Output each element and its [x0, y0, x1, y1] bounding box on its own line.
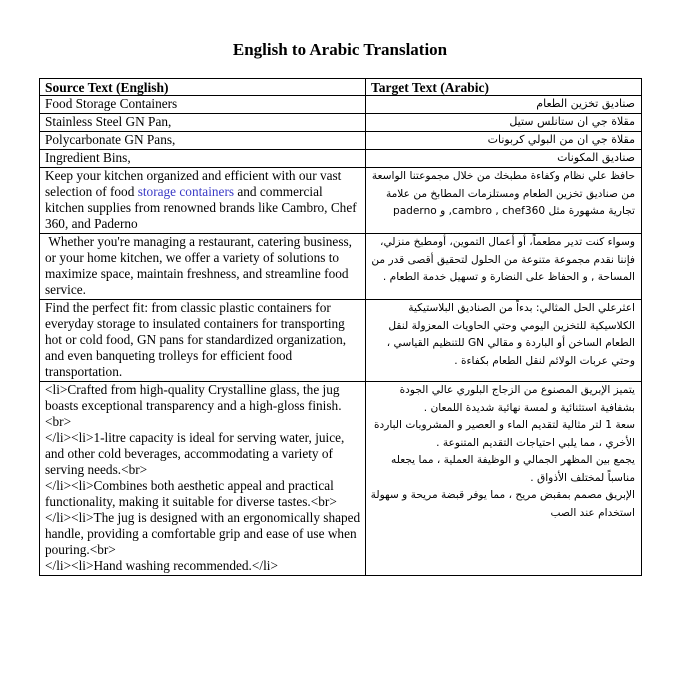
- table-row: [40, 168, 642, 234]
- source-cell: Stainless Steel GN Pan,: [40, 114, 366, 132]
- source-column-header: Source Text (English): [40, 79, 366, 96]
- source-line: </li><li>Hand washing recommended.</li>: [45, 558, 278, 573]
- target-line: يجمع بين المظهر الجمالي و الوظيفة العملية ، مما يجعله مناسباً لمختلف الأذواق .: [391, 454, 635, 484]
- storage-containers-link[interactable]: storage containers: [137, 184, 235, 199]
- table-row: [40, 114, 642, 132]
- source-line: <li>Crafted from high-quality Crystalline glass, the jug boasts exceptional transparency and a high-gloss finish.<br>: [45, 382, 342, 429]
- target-cell: مقلاة جي ان من البولي كربونات: [366, 132, 642, 150]
- source-text: and commercial kitchen supplies from renowned brands like Cambro, Chef 360, and Paderno: [45, 184, 357, 231]
- source-text: Keep your kitchen organized and efficient with our vast selection of food: [45, 168, 342, 199]
- table-header-row: [40, 79, 642, 96]
- table-row: [40, 300, 642, 382]
- source-cell: [40, 234, 366, 300]
- source-line: </li><li>Combines both aesthetic appeal and practical functionality, making it suitable for diverse tastes.<br>: [45, 478, 337, 509]
- target-column-header: Target Text (Arabic): [366, 79, 642, 96]
- document-title: English to Arabic Translation: [232, 40, 448, 59]
- target-line: الإبريق مصمم بمقبض مريح ، مما يوفر قبضة مريحة و سهولة استخدام عند الصب: [370, 489, 635, 519]
- target-line: سعة 1 لتر مثالية لتقديم الماء و العصير و المشروبات الباردة الأخري ، مما يلبي احتياجات التقديم المتنوعة .: [373, 419, 635, 449]
- table-row: [40, 132, 642, 150]
- source-line: </li><li>The jug is designed with an ergonomically shaped handle, providing a comfortable grip and ease of use when pouring.<br>: [45, 510, 361, 557]
- target-line: يتميز الإبريق المصنوع من الزجاج البلوري عالي الجودة بشفافية استثنائية و لمسة نهائية شديدة اللمعان .: [399, 384, 635, 414]
- source-cell: Food Storage Containers: [40, 96, 366, 114]
- target-cell: صناديق تخزين الطعام: [366, 96, 642, 114]
- target-cell: حافظ علي نظام وكفاءة مطبخك من خلال مجموعتنا الواسعة من صناديق تخزين الطعام ومستلزمات المطابخ من علامة تجارية مشهورة مثل cambro , chef360, و paderno: [366, 168, 642, 234]
- table-row: [40, 96, 642, 114]
- table-row: [40, 382, 642, 576]
- source-text: Whether you're managing a restaurant, catering business, or your home kitchen, we offer a variety of solutions to maximize space, maintain freshness, and streamline food service.: [45, 234, 353, 297]
- target-cell: صناديق المكونات: [366, 150, 642, 168]
- table-row: [40, 234, 642, 300]
- source-cell: [40, 382, 366, 576]
- table-row: [40, 150, 642, 168]
- source-line: </li><li>1-litre capacity is ideal for serving water, juice, and other cold beverages, accommodating a variety of serving needs.<br>: [45, 430, 345, 477]
- target-cell: اعثرعلي الحل المثالي: بدءاً من الصناديق البلاستيكية الكلاسيكية للتخزين اليومي وحتي الحاويات المعزولة لنقل الطعام الساخن أو الباردة و مقالي GN للتنظيم القياسي ، وحتي عربات الولائم لنقل الطعام بكفاءة .: [366, 300, 642, 382]
- target-cell: مقلاة جي ان ستانلس ستيل: [366, 114, 642, 132]
- translation-table: [39, 78, 642, 576]
- source-cell: Find the perfect fit: from classic plastic containers for everyday storage to insulated containers for transporting hot or cold food, GN pans for standardized organization, and even banqueting trolleys for efficient food transportation.: [40, 300, 366, 382]
- source-cell: Ingredient Bins,: [40, 150, 366, 168]
- target-cell: وسواء كنت تدير مطعماً، أو أعمال التموين، أومطبخ منزلي، فإننا نقدم مجموعة متنوعة من الحلول لتحقيق أقصى قدر من المساحة , و الحفاظ على النضارة و تسهيل خدمة الطعام .: [366, 234, 642, 300]
- source-cell: Polycarbonate GN Pans,: [40, 132, 366, 150]
- source-cell: [40, 168, 366, 234]
- target-cell: [366, 382, 642, 576]
